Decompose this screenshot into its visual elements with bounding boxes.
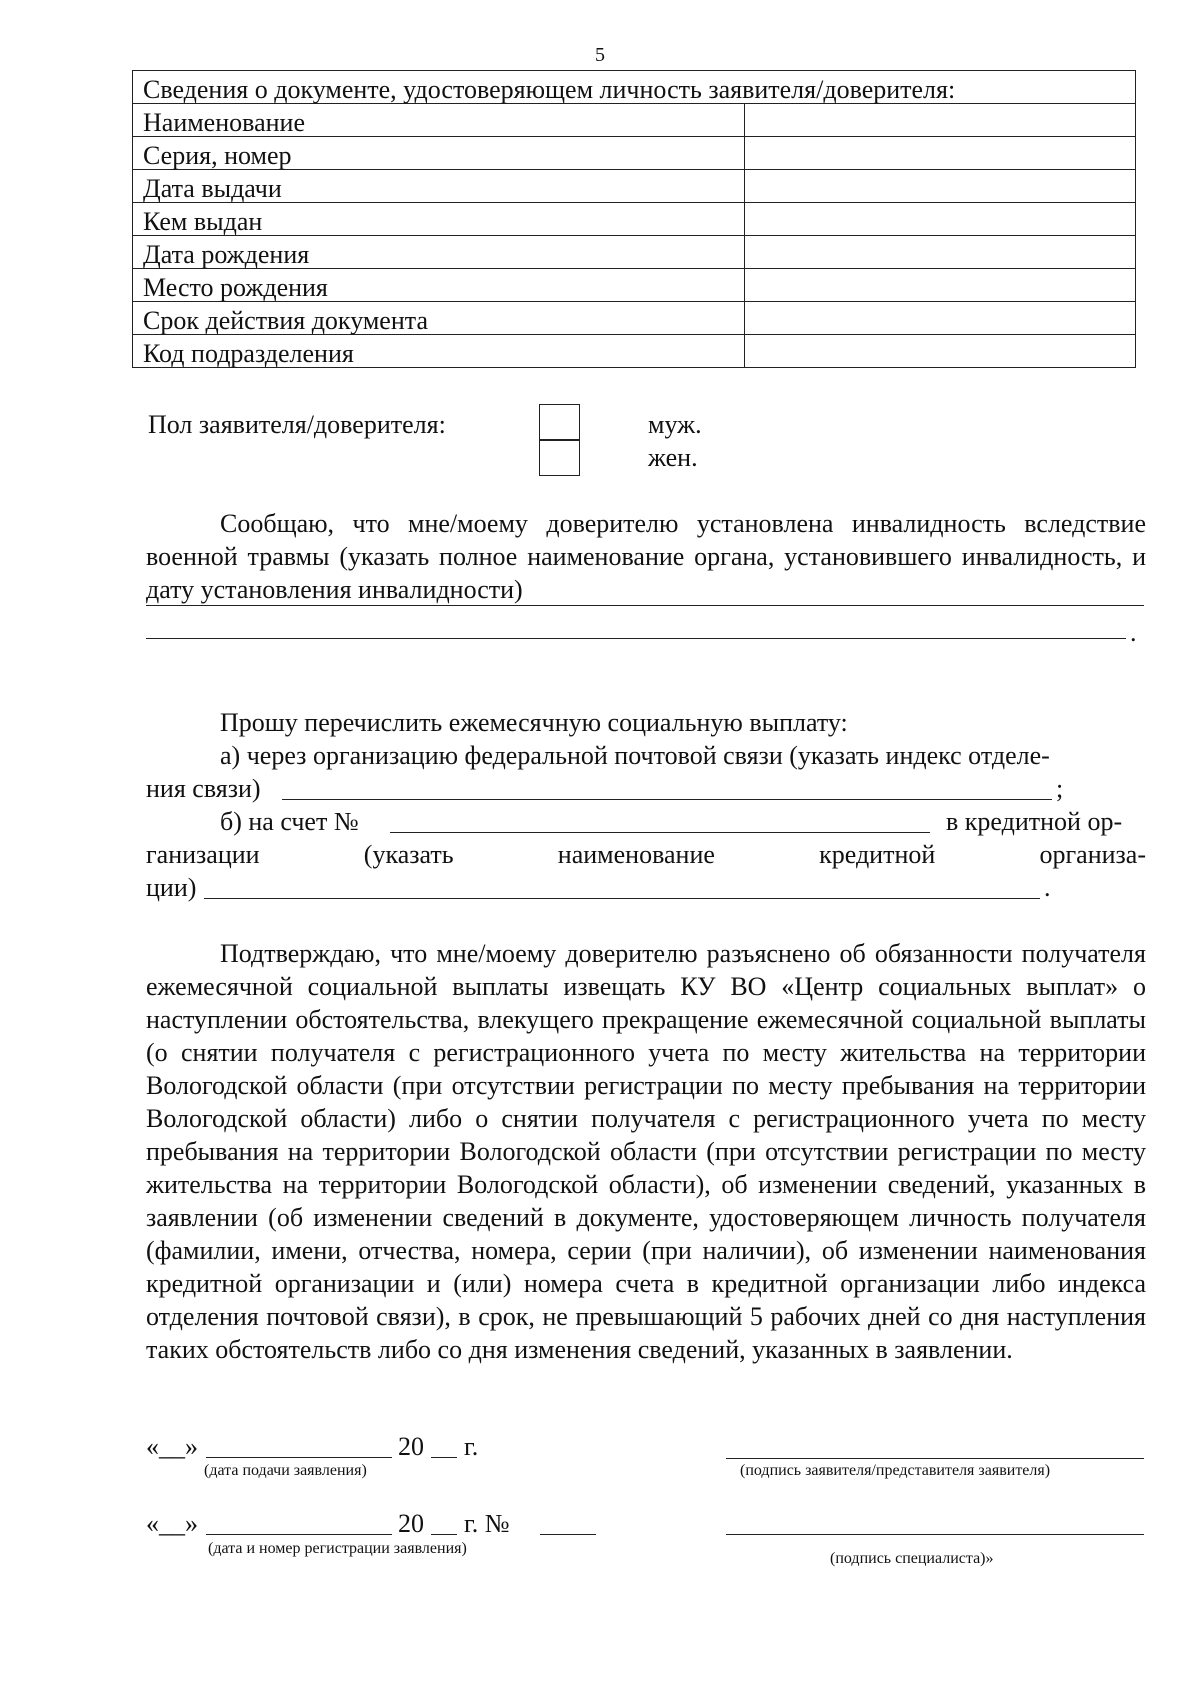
year-prefix-1: 20 [398, 1432, 424, 1461]
table-row [133, 236, 1136, 269]
date-caption: (дата подачи заявления) [204, 1462, 367, 1479]
option-a-text-2: ния связи) [146, 774, 261, 803]
registration-caption: (дата и номер регистрации заявления) [208, 1540, 467, 1557]
disability-end-mark: . [1130, 618, 1137, 647]
option-b-line2: ганизации (указать наименование кредитной организа- [146, 840, 1146, 869]
registration-date-field[interactable] [206, 1534, 392, 1535]
year-field-1[interactable] [431, 1457, 457, 1458]
table-row [133, 269, 1136, 302]
year-suffix-1: г. [464, 1432, 479, 1461]
option-a-end: ; [1056, 774, 1064, 803]
male-label: муж. [648, 410, 702, 439]
gender-label: Пол заявителя/доверителя: [148, 410, 446, 439]
payment-intro: Прошу перечислить ежемесячную социальную выплату: [220, 708, 848, 737]
option-b-line3: ции) [146, 873, 197, 902]
female-label: жен. [648, 443, 698, 472]
option-b-mid: в кредитной ор- [946, 807, 1123, 836]
specialist-caption: (подпись специалиста)» [830, 1550, 994, 1567]
table-row [133, 335, 1136, 368]
option-a-text: а) через организацию федеральной почтовой связи (указать индекс отделе- [220, 741, 1050, 770]
option-b-end: . [1044, 873, 1051, 902]
male-checkbox[interactable] [539, 404, 580, 440]
row-value-field[interactable] [745, 170, 1136, 203]
table-row [133, 137, 1136, 170]
female-checkbox[interactable] [539, 440, 580, 476]
table-row [133, 203, 1136, 236]
registration-number-field[interactable] [540, 1534, 596, 1535]
table-row [133, 302, 1136, 335]
row-label: Место рождения [133, 269, 745, 302]
row-label: Дата рождения [133, 236, 745, 269]
year-prefix-2: 20 [398, 1509, 424, 1538]
row-label: Кем выдан [133, 203, 745, 236]
submission-date-field[interactable] [206, 1457, 392, 1458]
table-header: Сведения о документе, удостоверяющем личность заявителя/доверителя: [133, 71, 1136, 104]
account-number-field[interactable] [390, 832, 930, 833]
row-value-field[interactable] [745, 137, 1136, 170]
applicant-signature-field[interactable] [726, 1458, 1144, 1459]
date-open-1: «__» [146, 1432, 198, 1461]
row-label: Код подразделения [133, 335, 745, 368]
disability-line-2[interactable] [146, 638, 1126, 639]
table-row [133, 170, 1136, 203]
confirmation-paragraph: Подтверждаю, что мне/моему доверителю разъяснено об обязанности получателя ежемесячной социальной выплаты извещать КУ ВО «Центр социальных выплат» о наступлении обстоятельства, влекущего прекращение ежемесячной социальной выплаты (о снятии получателя с регистрационного учета по месту жительства на территории Вологодской области (при отсутствии регистрации по месту пребывания на территории Вологодской области) либо о снятии получателя с регистрационного учета по месту пребывания на территории Вологодской области (при отсутствии регистрации по месту жительства на территории Вологодской области), об изменении сведений, указанных в заявлении (об изменении сведений в документе, удостоверяющем личность получателя (фамилии, имени, отчества, номера, серии (при наличии), об изменении наименования кредитной организации и (или) номера счета в кредитной организации либо индекса отделения почтовой связи), в срок, не превышающий 5 рабочих дней со дня наступления таких обстоятельств либо со дня изменения сведений, указанных в заявлении. [146, 939, 1146, 1364]
option-b-start: б) на счет № [220, 807, 359, 836]
disability-line-1[interactable] [146, 605, 1144, 606]
row-label: Серия, номер [133, 137, 745, 170]
row-label: Срок действия документа [133, 302, 745, 335]
row-label: Дата выдачи [133, 170, 745, 203]
postal-index-field[interactable] [282, 799, 1052, 800]
row-value-field[interactable] [745, 335, 1136, 368]
row-value-field[interactable] [745, 104, 1136, 137]
row-value-field[interactable] [745, 236, 1136, 269]
table-row [133, 104, 1136, 137]
row-label: Наименование [133, 104, 745, 137]
row-value-field[interactable] [745, 269, 1136, 302]
identity-document-table [132, 70, 1136, 368]
disability-paragraph: Сообщаю, что мне/моему доверителю установлена инвалидность вследствие военной травмы (указать полное наименование органа, установившего инвалидность, и дату установления инвалидности) [146, 509, 1146, 604]
bank-name-field[interactable] [204, 898, 1040, 899]
row-value-field[interactable] [745, 302, 1136, 335]
page-number: 5 [595, 44, 605, 66]
registration-number-label: г. № [464, 1509, 510, 1538]
date-open-2: «__» [146, 1509, 198, 1538]
year-field-2[interactable] [431, 1534, 457, 1535]
row-value-field[interactable] [745, 203, 1136, 236]
applicant-caption: (подпись заявителя/представителя заявителя) [740, 1462, 1051, 1479]
specialist-signature-field[interactable] [726, 1534, 1144, 1535]
